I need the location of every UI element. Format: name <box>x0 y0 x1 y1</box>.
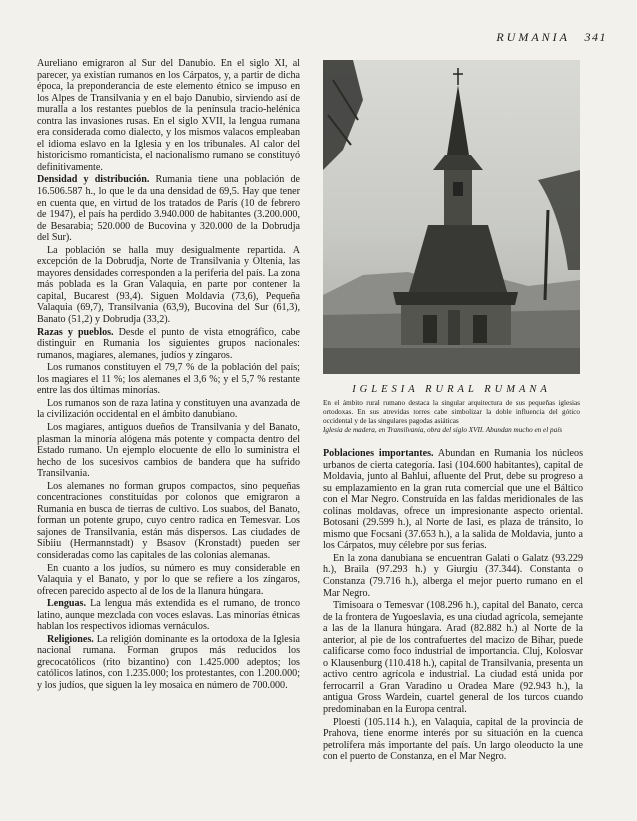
razas-paragraph-3: Los rumanos son de raza latina y constituyen una avanzada de la civilización occidental en el ámbito danubiano. <box>37 397 300 421</box>
right-column <box>323 448 583 764</box>
densidad-text-1: Rumania tiene una población de 16.506.587 h., lo que le da una densidad de 69,5. Hay que tener en cuenta que, en virtud de los tratados de París (10 de febrero de 1947), el país ha perdido 3.940.000 de habitantes (3.200.000, de Besarabia; 520.000 de Bucovina y 320.000 de la Dobrudja del Sur). <box>37 174 301 244</box>
left-column <box>37 58 300 693</box>
densidad-paragraph-2: La población se halla muy desigualmente repartida. A excepción de la Dobrudja, Norte de Transilvania y Oltenia, las mayores densidades corresponden a la periferia del país. La zona más poblada es la Gran Valaquia, en parte por contener la capital, Bucarest (93,4). Siguen Moldavia (73,6), Pequeña Valaquia (69,7), Transilvania (63,9), Bucovina del Sur (61,3), Banato (51,2) y Dobrudja (33,2). <box>37 244 300 326</box>
section-title-razas: Razas y pueblos. <box>37 326 114 338</box>
lenguas-text: La lengua más extendida es el rumano, de tronco latino, aunque mezclada con voces eslavas. Las minorías étnicas hablan los respectivos idiomas vernáculos. <box>37 598 300 633</box>
poblaciones-paragraph-4: Ploesti (105.114 h.), en Valaquia, capital de la provincia de Prahova, tiene enorme interés por su situación en la cuenca petrolífera más importante del país. Un largo oleoducto la une con el puerto de Constanza, en el Mar Negro. <box>323 716 583 763</box>
section-title-densidad: Densidad y distribución. <box>37 174 150 186</box>
religiones-text: La religión dominante es la ortodoxa de la Iglesia nacional rumana. Forman grupos más reducidos los grecocatólicos (rito bizantino) con 1.425.000 adeptos; los católicos latinos, con 1.235.000; los protestantes, con 1.200.000; y los judíos, que siguen la ley mosaica en número de 700.000. <box>37 633 300 691</box>
poblaciones-paragraph-1 <box>323 448 583 552</box>
running-title: RUMANIA <box>496 30 570 44</box>
running-header <box>496 30 607 45</box>
razas-paragraph-2: Los rumanos constituyen el 79,7 % de la población del país; los magiares el 11 %; los alemanes el 3,6 %; y el 5,7 % restante entre las dos últimas minorías. <box>37 362 300 397</box>
church-photo <box>323 60 580 374</box>
figure-caption-subtext: Iglesia de madera, en Transilvania, obra del siglo XVII. Abundan mucho en el país <box>323 426 563 435</box>
lenguas-paragraph <box>37 598 300 633</box>
section-title-religiones: Religiones. <box>47 633 94 645</box>
religiones-paragraph <box>37 634 300 692</box>
razas-paragraph-4: Los magiares, antiguos dueños de Transilvania y del Banato, plasman la minoría alógena más potente y compacta dentro del Estado rumano. Un ejemplo elocuente de ello lo suministra el hecho de los sucesivos cambios de bandera que ha sufrido Transilvania. <box>37 421 300 480</box>
page-number: 341 <box>584 30 607 44</box>
poblaciones-text-1: Abundan en Rumania los núcleos urbanos de cierta categoría. Iasi (104.600 habitantes), capital de Moldavia, junto al Bahlui, afluente del Prut, debe su progreso a su emplazamiento en la gran ruta comercial que une el Báltico con el Mar Negro. Construída en las faldas meridionales de las colinas moldavas, ofrece un impresionante aspecto oriental. Botosani (29.599 h.), al Norte de Iasi, es plaza de tránsito, lo mismo que Focsani (37.653 h.), a la salida de Moldavia, junto a los Cárpatos, muy célebre por sus ferias. <box>323 448 583 552</box>
razas-paragraph-6: En cuanto a los judíos, su número es muy considerable en Valaquia y el Banato, y por lo que se refiere a los zíngaros, ofrecen parecido aspecto al de los de la llanura húngara. <box>37 562 300 597</box>
section-title-lenguas: Lenguas. <box>47 598 86 610</box>
figure-caption-text: En el ámbito rural rumano destaca la singular arquitectura de sus pequeñas iglesias ortodoxas. En sus atrevidas torres cabe simbolizar la doble influencia del gótico occidental y de las singulares pagodas asiáticas <box>323 399 580 426</box>
section-title-poblaciones: Poblaciones importantes. <box>323 448 434 459</box>
figure-caption <box>323 399 580 435</box>
intro-paragraph: Aureliano emigraron al Sur del Danubio. En el siglo XI, al parecer, ya existían rumanos en los Cárpatos, y, a partir de dicha época, la preponderancia de este elemento étnico se impuso en los Alpes de Transilvania y en el bajo Danubio, sirviendo así de muralla a los restantes pueblos de la península tracio-helénica contra las invasiones rusas. En el siglo XVII, la lengua rumana era considerada como dialecto, y los mismos valacos empleaban el idioma eslavo en la Iglesia y en los tribunales. Al calor del historicismo romanticista, el nacionalismo rumano se constituyó definitivamente. <box>37 58 300 173</box>
poblaciones-paragraph-2: En la zona danubiana se encuentran Galati o Galatz (93.229 h.), Braila (97.293 h.) y Giurgiu (37.344). Constanta o Constanza (79.716 h.), alberga el mejor puerto rumano en el Mar Negro. <box>323 552 583 599</box>
figure-caption-title: IGLESIA RURAL RUMANA <box>352 384 551 395</box>
razas-paragraph-1 <box>37 327 300 362</box>
razas-text-1: Desde el punto de vista etnográfico, cabe distinguir en Rumania los siguientes grupos nacionales: rumanos, magiares, alemanes, judíos y zíngaros. <box>37 326 301 361</box>
densidad-paragraph-1 <box>37 174 300 243</box>
razas-paragraph-5: Los alemanes no forman grupos compactos, sino pequeñas concentraciones constituídas por colonos que emigraron a Rumania en busca de tierras de cultivo. Los suabos, del Banato, forman un potente grupo, cuyo centro radica en Temesvar. Los sajones de Transilvania, están más dispersos. Las ciudades de Sibiiu (Hermannstadt) y Bsasov (Kronstadt) pueden ser consideradas como las capitales de las colonias alemanas. <box>37 480 300 561</box>
poblaciones-paragraph-3: Timisoara o Temesvar (108.296 h.), capital del Banato, cerca de la frontera de Yugoeslavia, es una ciudad agrícola, semejante a las de la llanura húngara. Arad (82.882 h.) al Norte de la anterior, al pie de los contrafuertes del macizo de Bihar, puede calificarse como foco industrial de importancia. Cluj, Kolosvar o Klausenburg (110.418 h.), capital de Transilvania, presenta un activo centro agrícola e industrial. La ciudad está unida por ferrocarril a Gran Varadino u Oradea Mare (92.943 h.), la antigua Gross Wardein, cuartel general de los turcos cuando predominaban en la Europa central. <box>323 600 583 716</box>
church-illustration <box>323 60 580 374</box>
